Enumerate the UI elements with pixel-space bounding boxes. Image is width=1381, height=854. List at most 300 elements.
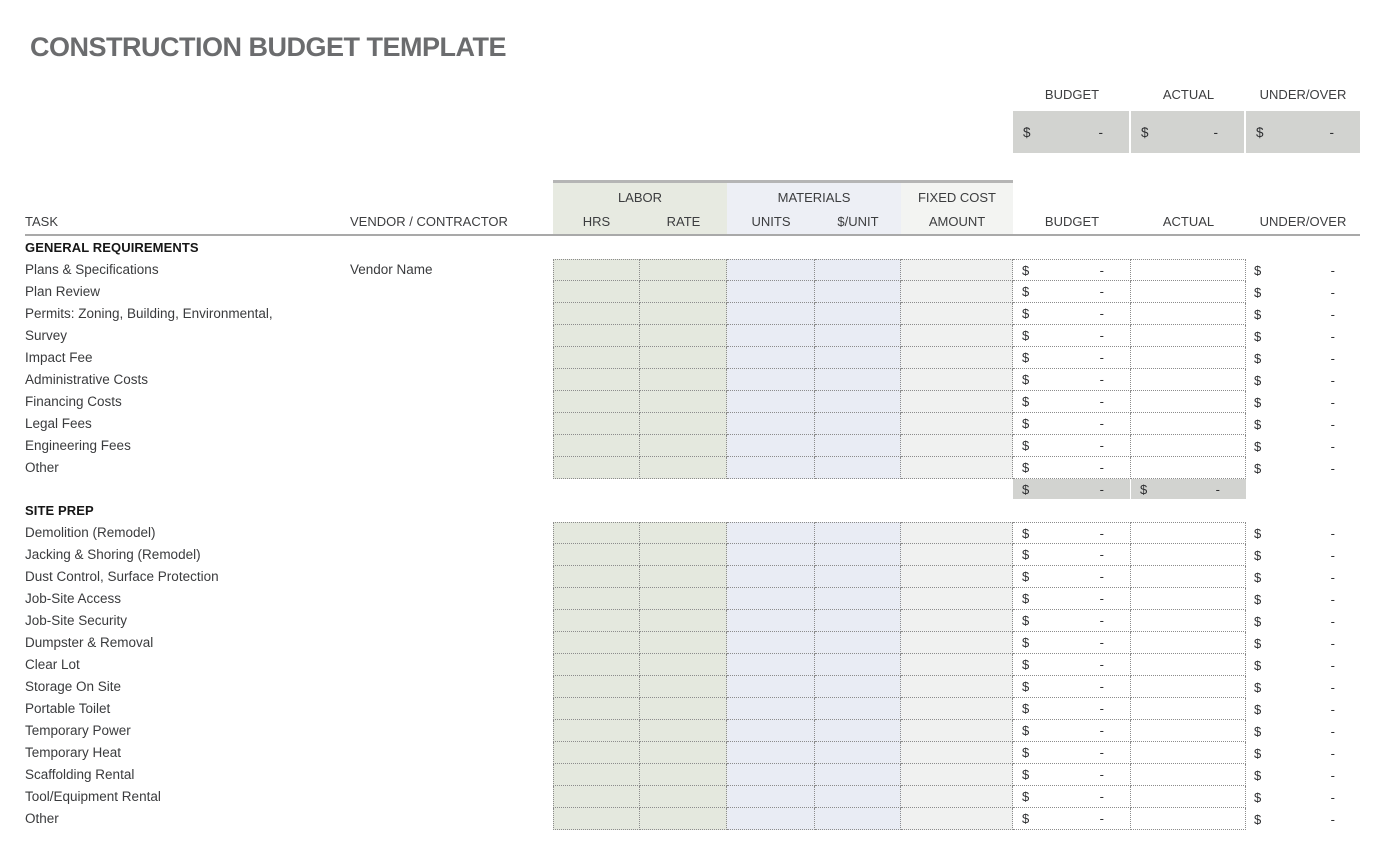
materials-units-cell[interactable] (727, 435, 815, 457)
vendor-cell[interactable] (350, 325, 528, 347)
currency-symbol: $ (1022, 481, 1030, 497)
labor-group-header: LABOR (553, 180, 727, 213)
labor-hrs-cell[interactable] (553, 391, 640, 413)
actual-cell[interactable] (1131, 632, 1246, 654)
underover-cell (1246, 764, 1360, 786)
labor-rate-cell[interactable] (640, 566, 727, 588)
labor-rate-cell[interactable] (640, 522, 727, 544)
actual-cell[interactable] (1131, 654, 1246, 676)
materials-units-cell[interactable] (727, 347, 815, 369)
gap-cell (528, 742, 553, 764)
fixed-cost-amount-cell[interactable] (901, 435, 1013, 457)
materials-per-unit-cell[interactable] (815, 786, 901, 808)
currency-symbol: $ (1254, 350, 1262, 366)
labor-hrs-cell[interactable] (553, 259, 640, 281)
labor-hrs-cell[interactable] (553, 325, 640, 347)
labor-rate-cell[interactable] (640, 325, 727, 347)
budget-cell[interactable] (1013, 720, 1131, 742)
labor-rate-cell[interactable] (640, 281, 727, 303)
materials-units-cell[interactable] (727, 544, 815, 566)
summary-underover-label: UNDER/OVER (1259, 87, 1347, 102)
budget-cell-value: - (1099, 328, 1104, 343)
materials-units-cell[interactable] (727, 764, 815, 786)
vendor-cell[interactable] (350, 676, 528, 698)
task-cell[interactable]: Job-Site Security (25, 613, 128, 628)
currency-symbol: $ (1256, 124, 1264, 140)
vendor-cell[interactable] (350, 632, 528, 654)
materials-per-unit-cell[interactable] (815, 698, 901, 720)
fixed-cost-amount-cell[interactable] (901, 698, 1013, 720)
task-cell[interactable]: Storage On Site (25, 679, 122, 694)
task-column-header: TASK (25, 214, 58, 229)
task-cell[interactable]: Job-Site Access (25, 591, 122, 606)
labor-hrs-cell[interactable] (553, 347, 640, 369)
column-group-header-row (25, 180, 1360, 210)
fixed-cost-amount-cell[interactable] (901, 347, 1013, 369)
vendor-cell[interactable] (350, 281, 528, 303)
vendor-cell[interactable] (350, 413, 528, 435)
labor-hrs-cell[interactable] (553, 435, 640, 457)
budget-cell[interactable] (1013, 786, 1131, 808)
underover-cell (1246, 654, 1360, 676)
fixed-cost-amount-cell[interactable] (901, 786, 1013, 808)
budget-cell-value: - (1099, 613, 1104, 628)
fixed-cost-amount-cell[interactable] (901, 544, 1013, 566)
vendor-cell[interactable] (350, 522, 528, 544)
underover-cell (1246, 259, 1360, 281)
task-cell[interactable]: Clear Lot (25, 657, 80, 672)
underover-cell-value: - (1330, 657, 1335, 673)
task-cell[interactable]: Survey (25, 328, 68, 343)
actual-cell[interactable] (1131, 303, 1246, 325)
labor-hrs-cell[interactable] (553, 786, 640, 808)
task-cell[interactable]: Financing Costs (25, 394, 122, 409)
labor-rate-cell[interactable] (640, 764, 727, 786)
section-subtotal-row (25, 479, 1360, 499)
materials-per-unit-cell[interactable] (815, 435, 901, 457)
fixed-cost-amount-cell[interactable] (901, 281, 1013, 303)
vendor-cell[interactable] (350, 786, 528, 808)
currency-symbol: $ (1254, 460, 1262, 476)
actual-cell[interactable] (1131, 588, 1246, 610)
materials-units-cell[interactable] (727, 742, 815, 764)
materials-units-cell[interactable] (727, 413, 815, 435)
underover-cell-value: - (1330, 460, 1335, 476)
section-header (25, 236, 1360, 259)
vendor-cell[interactable] (350, 566, 528, 588)
actual-cell[interactable] (1131, 391, 1246, 413)
fixed-cost-amount-cell[interactable] (901, 808, 1013, 830)
materials-units-cell[interactable] (727, 654, 815, 676)
currency-symbol: $ (1022, 657, 1030, 672)
labor-rate-cell[interactable] (640, 654, 727, 676)
materials-per-unit-cell[interactable] (815, 391, 901, 413)
empty-cell (350, 479, 528, 499)
labor-rate-cell[interactable] (640, 808, 727, 830)
budget-cell[interactable] (1013, 632, 1131, 654)
materials-units-cell[interactable] (727, 698, 815, 720)
budget-cell[interactable] (1013, 369, 1131, 391)
materials-units-cell[interactable] (727, 786, 815, 808)
labor-rate-cell[interactable] (640, 303, 727, 325)
actual-cell[interactable] (1131, 566, 1246, 588)
fixed-cost-amount-cell[interactable] (901, 566, 1013, 588)
subtotal-actual-cell (1131, 479, 1246, 499)
vendor-cell[interactable] (350, 764, 528, 786)
labor-hrs-cell[interactable] (553, 281, 640, 303)
currency-symbol: $ (1022, 284, 1030, 299)
labor-rate-cell[interactable] (640, 742, 727, 764)
underover-cell-value: - (1330, 284, 1335, 300)
budget-cell[interactable] (1013, 742, 1131, 764)
budget-cell[interactable] (1013, 413, 1131, 435)
vendor-cell[interactable] (350, 610, 528, 632)
table-row (25, 786, 1360, 808)
subtotal-budget-cell (1013, 479, 1131, 499)
actual-cell[interactable] (1131, 369, 1246, 391)
materials-per-unit-cell[interactable] (815, 259, 901, 281)
actual-cell[interactable] (1131, 347, 1246, 369)
currency-symbol: $ (1022, 723, 1030, 738)
fixed-cost-amount-cell[interactable] (901, 325, 1013, 347)
underover-column-header: UNDER/OVER (1259, 214, 1347, 229)
labor-rate-cell[interactable] (640, 588, 727, 610)
table-row (25, 676, 1360, 698)
materials-per-unit-cell[interactable] (815, 544, 901, 566)
labor-hrs-cell[interactable] (553, 566, 640, 588)
materials-per-unit-cell[interactable] (815, 720, 901, 742)
underover-cell (1246, 347, 1360, 369)
vendor-cell[interactable] (350, 720, 528, 742)
actual-column-header: ACTUAL (1162, 214, 1215, 229)
task-cell[interactable]: Plans & Specifications (25, 262, 159, 277)
materials-units-cell[interactable] (727, 369, 815, 391)
labor-hrs-cell[interactable] (553, 303, 640, 325)
currency-symbol: $ (1254, 306, 1262, 322)
currency-symbol: $ (1254, 328, 1262, 344)
gap-cell (528, 566, 553, 588)
labor-hrs-cell[interactable] (553, 413, 640, 435)
table-row (25, 347, 1360, 369)
labor-rate-cell[interactable] (640, 544, 727, 566)
currency-symbol: $ (1254, 438, 1262, 454)
currency-symbol: $ (1254, 679, 1262, 695)
materials-units-cell[interactable] (727, 303, 815, 325)
vendor-cell[interactable] (350, 303, 528, 325)
underover-cell-value: - (1330, 525, 1335, 541)
fixed-cost-amount-cell[interactable] (901, 742, 1013, 764)
fixed-cost-amount-cell[interactable] (901, 588, 1013, 610)
underover-cell (1246, 786, 1360, 808)
materials-per-unit-cell[interactable] (815, 281, 901, 303)
labor-hrs-cell[interactable] (553, 764, 640, 786)
budget-cell[interactable] (1013, 325, 1131, 347)
materials-units-cell[interactable] (727, 391, 815, 413)
materials-per-unit-cell[interactable] (815, 742, 901, 764)
materials-units-cell[interactable] (727, 281, 815, 303)
budget-cell[interactable] (1013, 457, 1131, 479)
materials-units-cell[interactable] (727, 610, 815, 632)
budget-cell[interactable] (1013, 259, 1131, 281)
vendor-cell[interactable] (350, 698, 528, 720)
labor-rate-cell[interactable] (640, 435, 727, 457)
actual-cell[interactable] (1131, 742, 1246, 764)
vendor-cell[interactable] (350, 347, 528, 369)
fixed-cost-amount-cell[interactable] (901, 522, 1013, 544)
budget-cell[interactable] (1013, 347, 1131, 369)
materials-per-unit-cell[interactable] (815, 676, 901, 698)
labor-rate-cell[interactable] (640, 391, 727, 413)
budget-cell[interactable] (1013, 566, 1131, 588)
currency-symbol: $ (1254, 525, 1262, 541)
underover-cell (1246, 522, 1360, 544)
labor-hrs-cell[interactable] (553, 544, 640, 566)
materials-units-cell[interactable] (727, 588, 815, 610)
currency-symbol: $ (1254, 613, 1262, 629)
budget-cell[interactable] (1013, 281, 1131, 303)
subtotal-actual-cell-value: - (1215, 481, 1220, 497)
vendor-cell[interactable] (350, 369, 528, 391)
budget-cell[interactable] (1013, 391, 1131, 413)
materials-units-cell[interactable] (727, 259, 815, 281)
fixed-cost-amount-cell[interactable] (901, 457, 1013, 479)
fixed-cost-amount-cell[interactable] (901, 720, 1013, 742)
actual-cell[interactable] (1131, 808, 1246, 830)
table-row (25, 413, 1360, 435)
fixed-cost-amount-cell[interactable] (901, 632, 1013, 654)
summary-underover-total-cell (1246, 111, 1360, 153)
task-cell[interactable]: Engineering Fees (25, 438, 131, 453)
budget-cell[interactable] (1013, 303, 1131, 325)
task-cell[interactable]: Other (25, 460, 59, 475)
materials-per-unit-cell[interactable] (815, 457, 901, 479)
materials-per-unit-cell[interactable] (815, 632, 901, 654)
per-unit-column-header: $/UNIT (815, 210, 901, 234)
task-cell[interactable]: Jacking & Shoring (Remodel) (25, 547, 201, 562)
gap-cell (528, 544, 553, 566)
task-cell[interactable]: Scaffolding Rental (25, 767, 135, 782)
labor-hrs-cell[interactable] (553, 654, 640, 676)
budget-cell[interactable] (1013, 522, 1131, 544)
budget-cell[interactable] (1013, 610, 1131, 632)
actual-cell[interactable] (1131, 413, 1246, 435)
fixed-cost-amount-cell[interactable] (901, 391, 1013, 413)
task-cell[interactable]: Portable Toilet (25, 701, 111, 716)
fixed-cost-amount-cell[interactable] (901, 676, 1013, 698)
task-cell[interactable]: Temporary Heat (25, 745, 122, 760)
underover-cell (1246, 808, 1360, 830)
labor-rate-cell[interactable] (640, 413, 727, 435)
currency-symbol: $ (1254, 262, 1262, 278)
budget-cell-value: - (1099, 635, 1104, 650)
budget-cell-value: - (1099, 262, 1104, 278)
task-cell[interactable]: Other (25, 811, 59, 826)
fixed-cost-amount-cell[interactable] (901, 303, 1013, 325)
labor-hrs-cell[interactable] (553, 698, 640, 720)
task-cell[interactable]: Permits: Zoning, Building, Environmental, (25, 306, 273, 321)
vendor-cell[interactable] (350, 588, 528, 610)
labor-rate-cell[interactable] (640, 698, 727, 720)
materials-units-cell[interactable] (727, 566, 815, 588)
task-cell[interactable]: Impact Fee (25, 350, 93, 365)
materials-per-unit-cell[interactable] (815, 369, 901, 391)
actual-cell[interactable] (1131, 764, 1246, 786)
actual-cell[interactable] (1131, 720, 1246, 742)
actual-cell[interactable] (1131, 522, 1246, 544)
vendor-cell[interactable]: Vendor Name (350, 262, 433, 277)
budget-cell-value: - (1099, 767, 1104, 782)
summary-totals (1013, 84, 1360, 153)
task-cell[interactable]: Administrative Costs (25, 372, 149, 387)
actual-cell[interactable] (1131, 698, 1246, 720)
materials-per-unit-cell[interactable] (815, 566, 901, 588)
materials-per-unit-cell[interactable] (815, 588, 901, 610)
labor-rate-cell[interactable] (640, 632, 727, 654)
fixed-cost-amount-cell[interactable] (901, 764, 1013, 786)
currency-symbol: $ (1022, 811, 1030, 826)
underover-cell-value: - (1330, 613, 1335, 629)
underover-cell-value: - (1330, 438, 1335, 454)
fixed-cost-amount-cell[interactable] (901, 369, 1013, 391)
budget-cell[interactable] (1013, 808, 1131, 830)
labor-hrs-cell[interactable] (553, 588, 640, 610)
labor-hrs-cell[interactable] (553, 720, 640, 742)
currency-symbol: $ (1254, 701, 1262, 717)
actual-cell[interactable] (1131, 435, 1246, 457)
actual-cell[interactable] (1131, 676, 1246, 698)
fixed-cost-amount-cell[interactable] (901, 610, 1013, 632)
vendor-cell[interactable] (350, 435, 528, 457)
actual-cell[interactable] (1131, 610, 1246, 632)
labor-rate-cell[interactable] (640, 457, 727, 479)
fixed-cost-amount-cell[interactable] (901, 259, 1013, 281)
labor-rate-cell[interactable] (640, 259, 727, 281)
vendor-cell[interactable] (350, 544, 528, 566)
actual-cell[interactable] (1131, 259, 1246, 281)
currency-symbol: $ (1023, 124, 1031, 140)
budget-cell[interactable] (1013, 544, 1131, 566)
materials-units-cell[interactable] (727, 720, 815, 742)
underover-cell-value: - (1330, 547, 1335, 563)
task-cell[interactable]: Temporary Power (25, 723, 131, 738)
gap-cell (528, 654, 553, 676)
budget-cell-value: - (1099, 679, 1104, 694)
budget-cell[interactable] (1013, 764, 1131, 786)
labor-rate-cell[interactable] (640, 786, 727, 808)
underover-cell (1246, 588, 1360, 610)
underover-cell (1246, 303, 1360, 325)
labor-hrs-cell[interactable] (553, 808, 640, 830)
vendor-cell[interactable] (350, 391, 528, 413)
actual-cell[interactable] (1131, 281, 1246, 303)
empty-cell (553, 479, 640, 499)
currency-symbol: $ (1022, 613, 1030, 628)
currency-symbol: $ (1022, 416, 1030, 431)
table-row (25, 435, 1360, 457)
fixed-cost-amount-cell[interactable] (901, 413, 1013, 435)
budget-cell-value: - (1099, 306, 1104, 321)
task-cell[interactable]: Dust Control, Surface Protection (25, 569, 219, 584)
materials-units-cell[interactable] (727, 522, 815, 544)
currency-symbol: $ (1254, 569, 1262, 585)
vendor-cell[interactable] (350, 654, 528, 676)
labor-hrs-cell[interactable] (553, 676, 640, 698)
materials-per-unit-cell[interactable] (815, 808, 901, 830)
budget-cell[interactable] (1013, 435, 1131, 457)
materials-per-unit-cell[interactable] (815, 303, 901, 325)
currency-symbol: $ (1254, 745, 1262, 761)
materials-units-cell[interactable] (727, 676, 815, 698)
materials-per-unit-cell[interactable] (815, 610, 901, 632)
underover-cell (1246, 720, 1360, 742)
vendor-cell[interactable] (350, 742, 528, 764)
labor-hrs-cell[interactable] (553, 632, 640, 654)
labor-hrs-cell[interactable] (553, 742, 640, 764)
labor-rate-cell[interactable] (640, 720, 727, 742)
underover-cell (1246, 742, 1360, 764)
currency-symbol: $ (1022, 635, 1030, 650)
materials-units-cell[interactable] (727, 457, 815, 479)
labor-hrs-cell[interactable] (553, 522, 640, 544)
vendor-cell[interactable] (350, 808, 528, 830)
labor-rate-cell[interactable] (640, 369, 727, 391)
table-row (25, 610, 1360, 632)
labor-hrs-cell[interactable] (553, 610, 640, 632)
actual-cell[interactable] (1131, 325, 1246, 347)
labor-rate-cell[interactable] (640, 610, 727, 632)
labor-rate-cell[interactable] (640, 347, 727, 369)
materials-per-unit-cell[interactable] (815, 325, 901, 347)
task-cell[interactable]: Demolition (Remodel) (25, 525, 156, 540)
underover-cell (1246, 325, 1360, 347)
actual-cell[interactable] (1131, 544, 1246, 566)
actual-cell[interactable] (1131, 457, 1246, 479)
task-cell[interactable]: Dumpster & Removal (25, 635, 154, 650)
currency-symbol: $ (1022, 350, 1030, 365)
materials-per-unit-cell[interactable] (815, 413, 901, 435)
materials-per-unit-cell[interactable] (815, 764, 901, 786)
materials-units-cell[interactable] (727, 808, 815, 830)
task-cell[interactable]: Legal Fees (25, 416, 92, 431)
labor-rate-cell[interactable] (640, 676, 727, 698)
materials-units-cell[interactable] (727, 632, 815, 654)
budget-cell-value: - (1099, 591, 1104, 606)
fixed-cost-amount-cell[interactable] (901, 654, 1013, 676)
empty-cell (1246, 479, 1360, 499)
underover-cell-value: - (1330, 591, 1335, 607)
gap-cell (528, 764, 553, 786)
budget-cell[interactable] (1013, 676, 1131, 698)
budget-cell[interactable] (1013, 698, 1131, 720)
task-cell[interactable]: Tool/Equipment Rental (25, 789, 161, 804)
materials-per-unit-cell[interactable] (815, 654, 901, 676)
budget-cell[interactable] (1013, 588, 1131, 610)
currency-symbol: $ (1254, 547, 1262, 563)
materials-per-unit-cell[interactable] (815, 522, 901, 544)
task-cell[interactable]: Plan Review (25, 284, 101, 299)
underover-cell (1246, 369, 1360, 391)
labor-hrs-cell[interactable] (553, 369, 640, 391)
vendor-cell[interactable] (350, 457, 528, 479)
materials-per-unit-cell[interactable] (815, 347, 901, 369)
underover-cell (1246, 281, 1360, 303)
materials-units-cell[interactable] (727, 325, 815, 347)
labor-hrs-cell[interactable] (553, 457, 640, 479)
page-title: CONSTRUCTION BUDGET TEMPLATE (30, 32, 506, 62)
actual-cell[interactable] (1131, 786, 1246, 808)
table-row (25, 259, 1360, 281)
budget-cell[interactable] (1013, 654, 1131, 676)
